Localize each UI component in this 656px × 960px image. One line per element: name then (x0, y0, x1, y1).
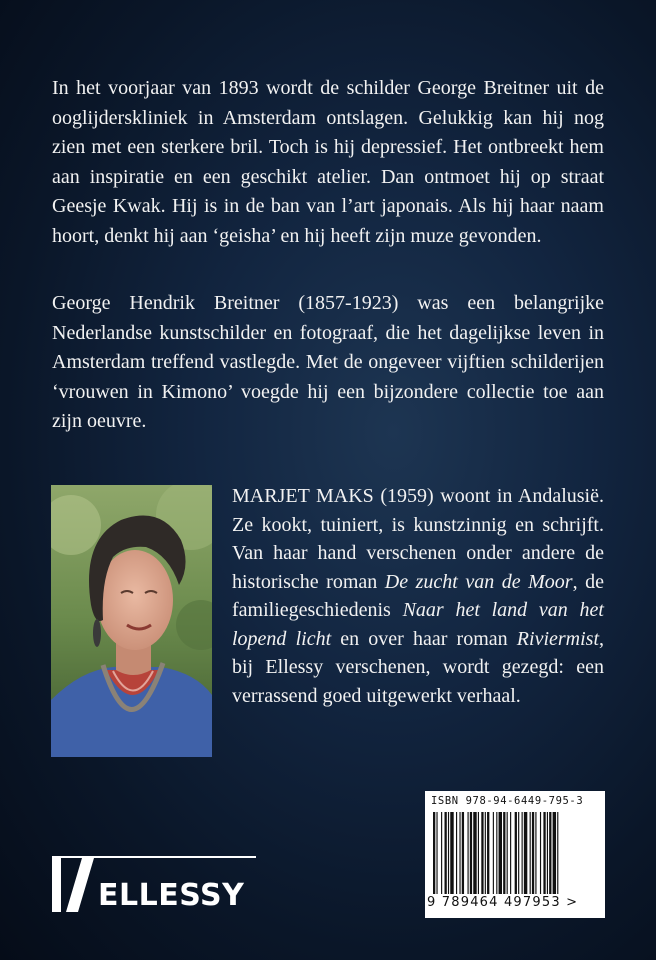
bio-book-title-3: Riviermist (516, 627, 600, 650)
bio-book-title-1: De zucht van de Moor (384, 570, 573, 593)
isbn-label: ISBN 978-94-6449-795-3 (431, 795, 584, 807)
bio-text-3: en over haar roman (331, 627, 517, 650)
author-bio (232, 482, 604, 710)
breitner-paragraph: George Hendrik Breitner (1857-1923) was een belangrijke Nederlandse kunstschilder en fotograaf, die het dagelijkse leven in Amsterdam treffend vastlegde. Met de ongeveer vijftien schilderijen ‘vrouwen in Kimono’ voegde hij een bijzondere collectie toe aan zijn oeuvre. (52, 292, 604, 432)
isbn-barcode (425, 791, 605, 918)
barcode-bars (433, 812, 597, 894)
publisher-logo (52, 854, 244, 912)
author-photo (51, 485, 212, 757)
ean-digits: 9 789464 497953 > (427, 895, 579, 910)
ellessy-mark-icon (52, 854, 94, 912)
bio-text-4: , bij Ellessy verschenen, wordt gezegd: een verrassend goed uitgewerkt verhaal. (232, 627, 605, 707)
synopsis-paragraph: In het voorjaar van 1893 wordt de schilder George Breitner uit de ooglijderskliniek in Amsterdam ontslagen. Gelukkig kan hij nog zien met een sterkere bril. Toch is hij depressief. Het ontbreekt hem aan inspiratie en een geschikt atelier. Dan ontmoet hij op straat Geesje Kwak. Hij is in de ban van l’art japonais. Als hij haar naam hoort, denkt hij aan ‘geisha’ en hij heeft zijn muze gevonden. (52, 77, 604, 247)
bio-book-title-2: Naar het land van het lopend licht (232, 599, 604, 650)
bio-text-1: MARJET MAKS (1959) woont in Andalusië. Ze kookt, tuiniert, is kunstzinnig en schrijft. Van haar hand verschenen onder andere de historische roman (232, 485, 604, 593)
publisher-name: ELLESSY (98, 878, 245, 913)
bio-text-2: , de familiegeschiedenis (232, 570, 604, 621)
